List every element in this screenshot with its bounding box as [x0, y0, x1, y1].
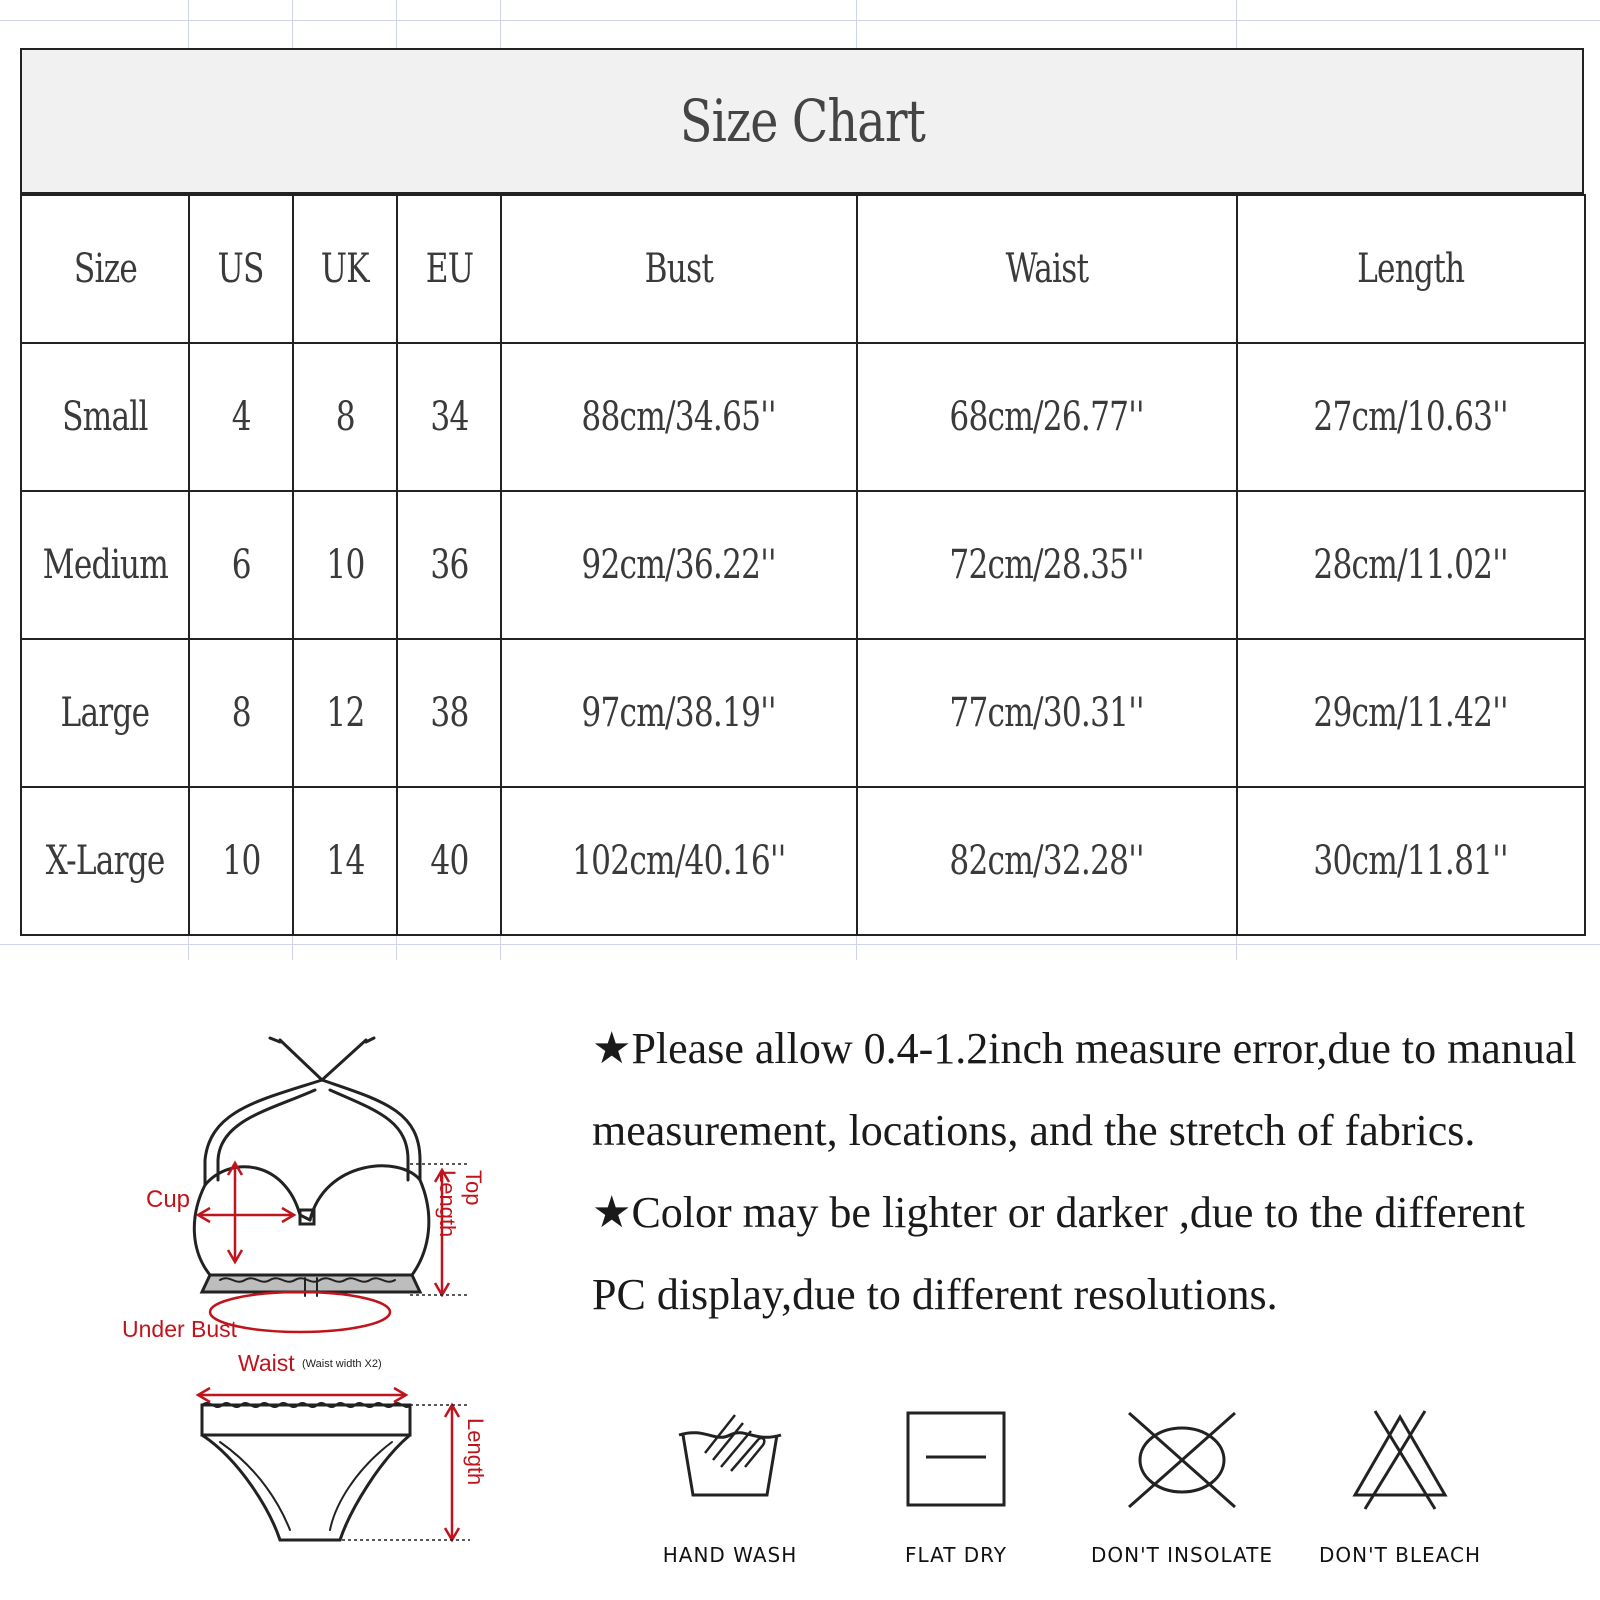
size-table: [20, 194, 1586, 936]
dont-insolate-label: DON'T INSOLATE: [1090, 1543, 1274, 1567]
length-label: Length: [463, 1418, 488, 1486]
note-color: ★Color may be lighter or darker ,due to the different PC display,due to different resolutions.: [592, 1188, 1526, 1319]
header-bust: Bust: [501, 195, 857, 343]
notes: [592, 1008, 1582, 1336]
cell-size: Small: [21, 343, 189, 491]
cell-length: 28cm/11.02'': [1237, 491, 1585, 639]
dont-bleach-icon: [1335, 1405, 1465, 1515]
cell-size: X-Large: [21, 787, 189, 935]
cell-us: 8: [189, 639, 293, 787]
table-row: [21, 787, 1585, 935]
hand-wash-label: HAND WASH: [662, 1543, 798, 1567]
cell-bust: 102cm/40.16'': [501, 787, 857, 935]
table-row: [21, 639, 1585, 787]
flat-dry-icon: [896, 1405, 1016, 1515]
under-bust-label: Under Bust: [122, 1316, 238, 1342]
note-measure-error: ★Please allow 0.4-1.2inch measure error,due to manual measurement, locations, and the stretch of fabrics.: [592, 1024, 1577, 1155]
table-row: [21, 491, 1585, 639]
cell-length: 30cm/11.81'': [1237, 787, 1585, 935]
cell-us: 10: [189, 787, 293, 935]
cell-us: 6: [189, 491, 293, 639]
cell-size: Large: [21, 639, 189, 787]
cell-eu: 36: [397, 491, 501, 639]
cup-label: Cup: [146, 1186, 191, 1213]
care-dont-bleach: [1300, 1405, 1500, 1585]
cell-bust: 92cm/36.22'': [501, 491, 857, 639]
care-hand-wash: [630, 1405, 830, 1585]
waist-label: Waist: [238, 1350, 295, 1376]
hand-wash-icon: [665, 1405, 795, 1515]
measurement-diagram: [110, 1030, 530, 1590]
cell-uk: 12: [293, 639, 397, 787]
flat-dry-label: FLAT DRY: [904, 1543, 1008, 1567]
cell-uk: 10: [293, 491, 397, 639]
header-us: US: [189, 195, 293, 343]
cell-bust: 97cm/38.19'': [501, 639, 857, 787]
cell-us: 4: [189, 343, 293, 491]
header-uk: UK: [293, 195, 397, 343]
cell-waist: 77cm/30.31'': [857, 639, 1237, 787]
bikini-diagram-illustration: [110, 1030, 530, 1590]
table-row: [21, 343, 1585, 491]
cell-length: 27cm/10.63'': [1237, 343, 1585, 491]
table-header-row: [21, 195, 1585, 343]
cell-eu: 40: [397, 787, 501, 935]
size-chart-title-bar: [20, 48, 1584, 194]
care-flat-dry: [856, 1405, 1056, 1585]
grid-guide: [0, 944, 1600, 945]
size-chart-title: Size Chart: [679, 87, 925, 155]
dont-bleach-label: DON'T BLEACH: [1318, 1543, 1481, 1567]
top-length-label: Top Length: [435, 1170, 486, 1238]
cell-size: Medium: [21, 491, 189, 639]
cell-uk: 8: [293, 343, 397, 491]
waist-note-label: (Waist width X2): [302, 1358, 382, 1370]
grid-guide: [0, 20, 1600, 21]
header-length: Length: [1237, 195, 1585, 343]
header-waist: Waist: [857, 195, 1237, 343]
header-eu: EU: [397, 195, 501, 343]
cell-eu: 34: [397, 343, 501, 491]
care-dont-insolate: [1082, 1405, 1282, 1585]
dont-insolate-icon: [1117, 1405, 1247, 1515]
cell-waist: 82cm/32.28'': [857, 787, 1237, 935]
cell-eu: 38: [397, 639, 501, 787]
cell-bust: 88cm/34.65'': [501, 343, 857, 491]
cell-length: 29cm/11.42'': [1237, 639, 1585, 787]
size-chart: [20, 48, 1584, 936]
header-size: Size: [21, 195, 189, 343]
cell-waist: 68cm/26.77'': [857, 343, 1237, 491]
cell-uk: 14: [293, 787, 397, 935]
cell-waist: 72cm/28.35'': [857, 491, 1237, 639]
